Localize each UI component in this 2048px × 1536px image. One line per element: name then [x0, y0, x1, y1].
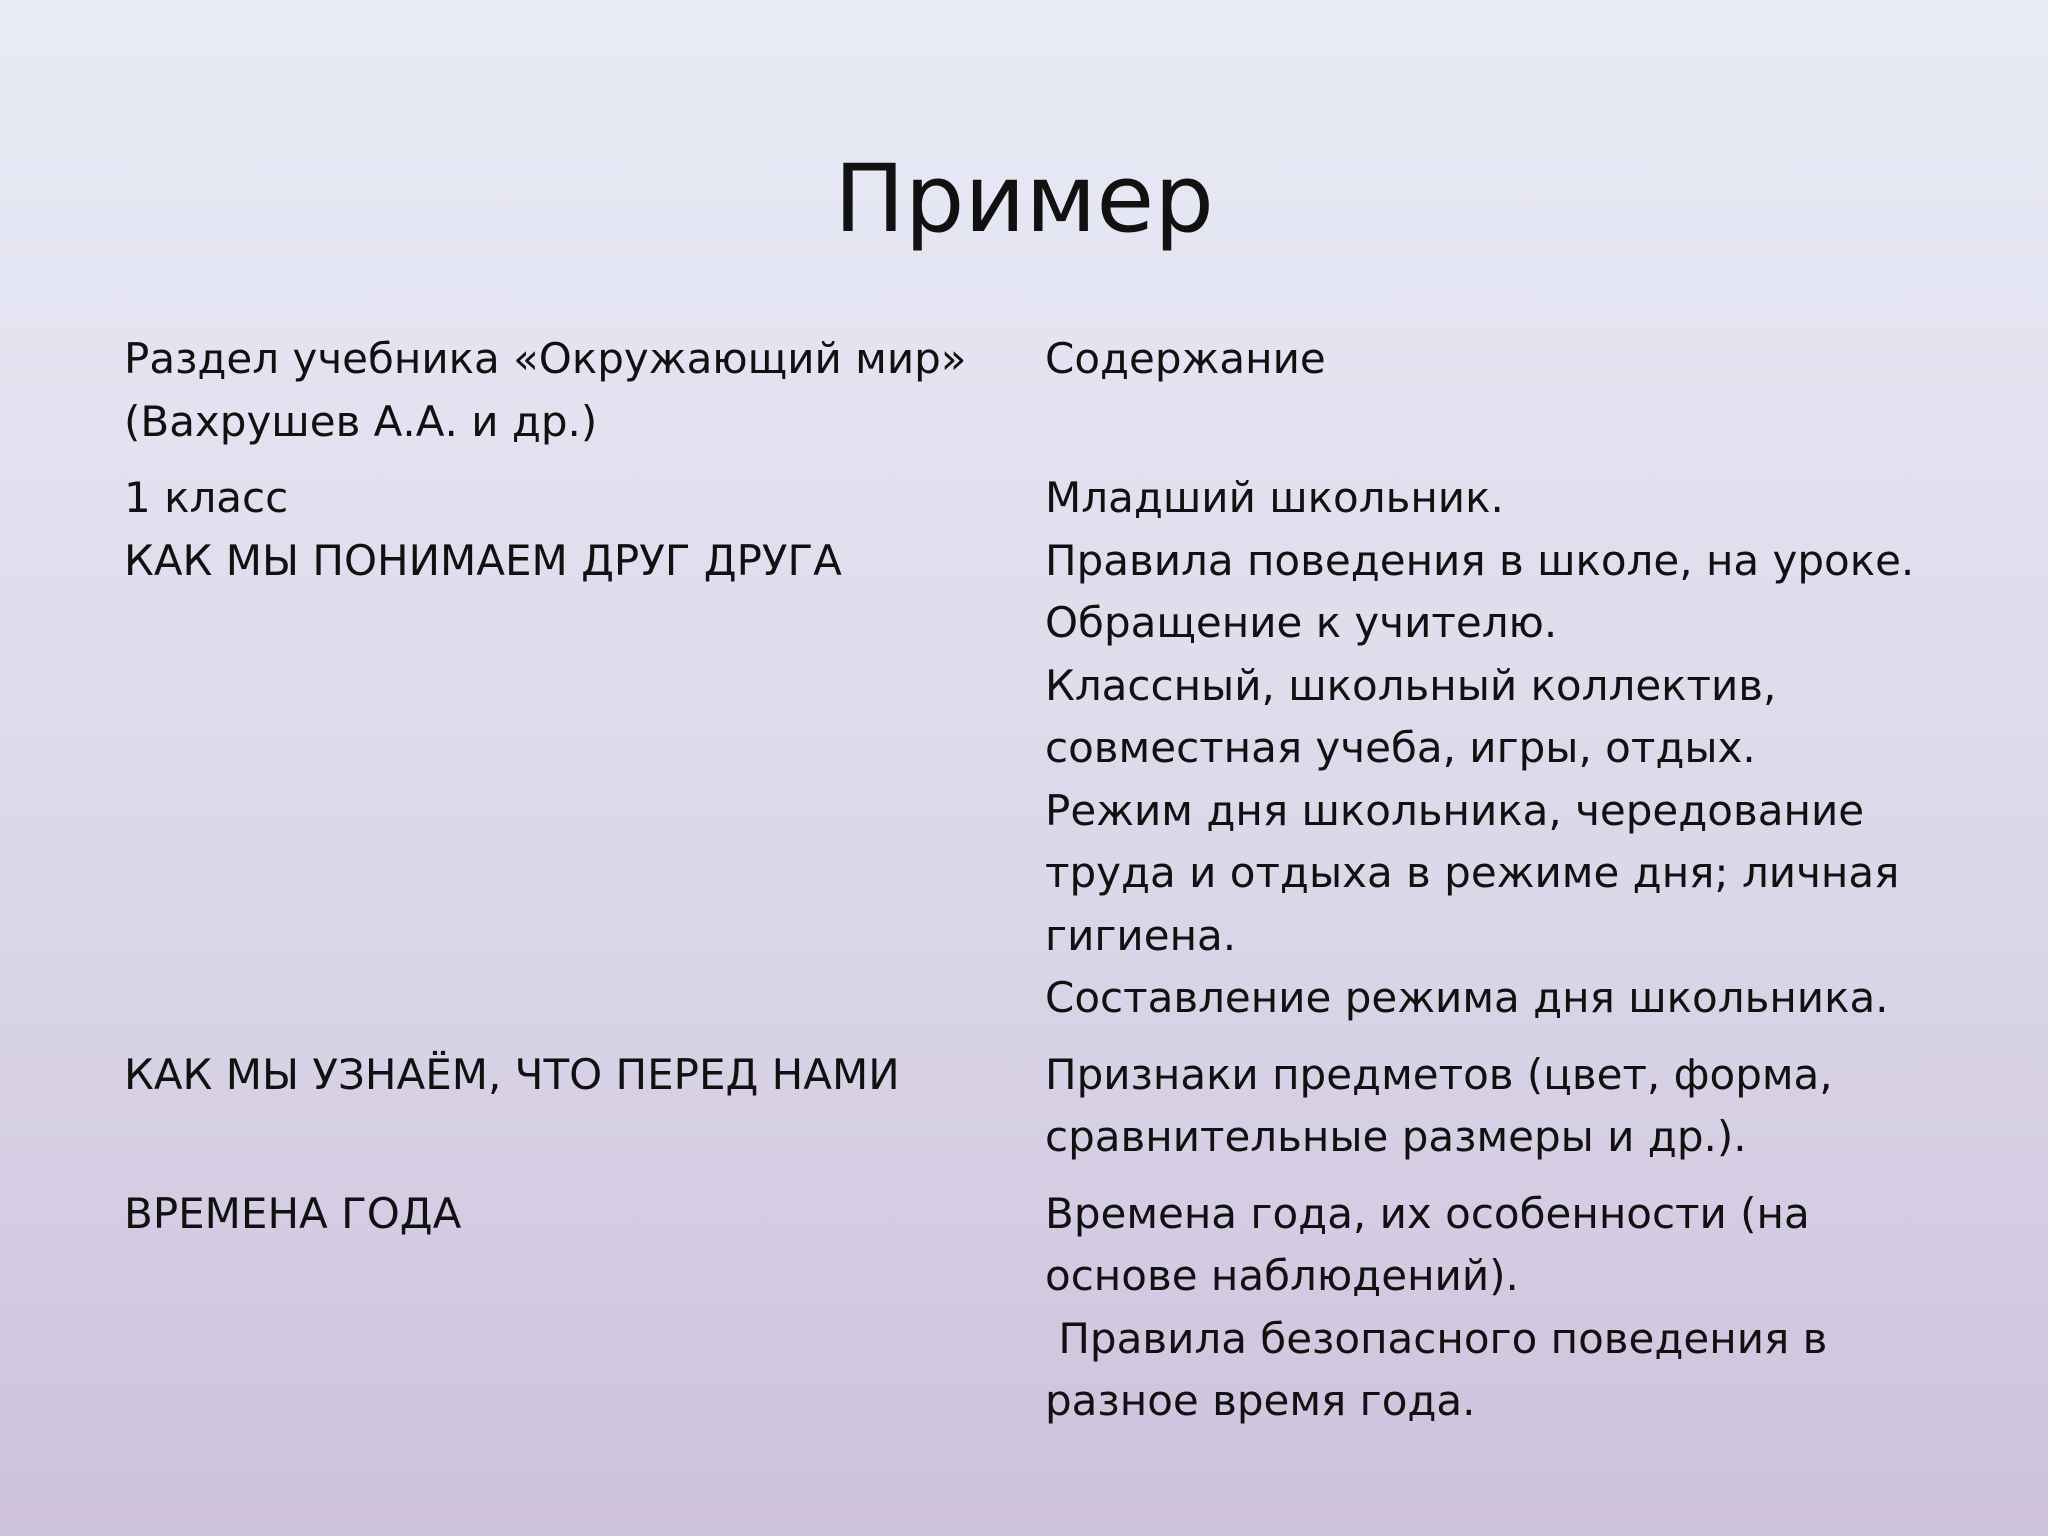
- table-row: [124, 467, 1964, 1030]
- content-line: сравнительные размеры и др.).: [1045, 1112, 1747, 1161]
- header-content-line: Содержание: [1045, 334, 1326, 383]
- section-cell: [124, 1183, 1045, 1433]
- table-header-row: [124, 328, 1964, 453]
- content-line: гигиена.: [1045, 910, 1237, 960]
- section-cell: [124, 1044, 1045, 1169]
- content-line: совместная учеба, игры, отдых.: [1045, 723, 1756, 772]
- header-section-line: Раздел учебника «Окружающий мир»: [124, 334, 967, 383]
- slide-title: Пример: [834, 145, 1214, 254]
- content-line: Составление режима дня школьника.: [1045, 973, 1889, 1022]
- content-line: Классный, школьный коллектив,: [1045, 660, 1777, 710]
- table-row: [124, 1183, 1964, 1433]
- content-cell: [1045, 1183, 1964, 1433]
- table-row: [124, 1044, 1964, 1169]
- content-line: труда и отдыха в режиме дня; личная: [1045, 848, 1900, 897]
- header-cell-content: [1045, 328, 1964, 453]
- content-cell: [1045, 1044, 1964, 1169]
- content-line: Правила безопасного поведения в: [1045, 1313, 1828, 1363]
- content-line: Режим дня школьника, чередование: [1045, 785, 1865, 835]
- content-line: Младший школьник.: [1045, 473, 1504, 522]
- content-line: Обращение к учителю.: [1045, 598, 1558, 647]
- header-cell-section: [124, 328, 1045, 453]
- section-cell: [124, 467, 1045, 1030]
- content-line: разное время года.: [1045, 1376, 1476, 1425]
- content-line: Времена года, их особенности (на: [1045, 1188, 1810, 1238]
- section-line: 1 класс: [124, 473, 289, 522]
- content-line: Признаки предметов (цвет, форма,: [1045, 1049, 1833, 1099]
- header-section-line: (Вахрушев А.А. и др.): [124, 396, 598, 446]
- content-table: [124, 328, 1964, 1447]
- section-line: КАК МЫ УЗНАЁМ, ЧТО ПЕРЕД НАМИ: [124, 1049, 900, 1099]
- section-line: ВРЕМЕНА ГОДА: [124, 1188, 462, 1238]
- section-line: КАК МЫ ПОНИМАЕМ ДРУГ ДРУГА: [124, 535, 842, 585]
- content-cell: [1045, 467, 1964, 1030]
- content-line: Правила поведения в школе, на уроке.: [1045, 535, 1915, 585]
- content-line: основе наблюдений).: [1045, 1251, 1519, 1300]
